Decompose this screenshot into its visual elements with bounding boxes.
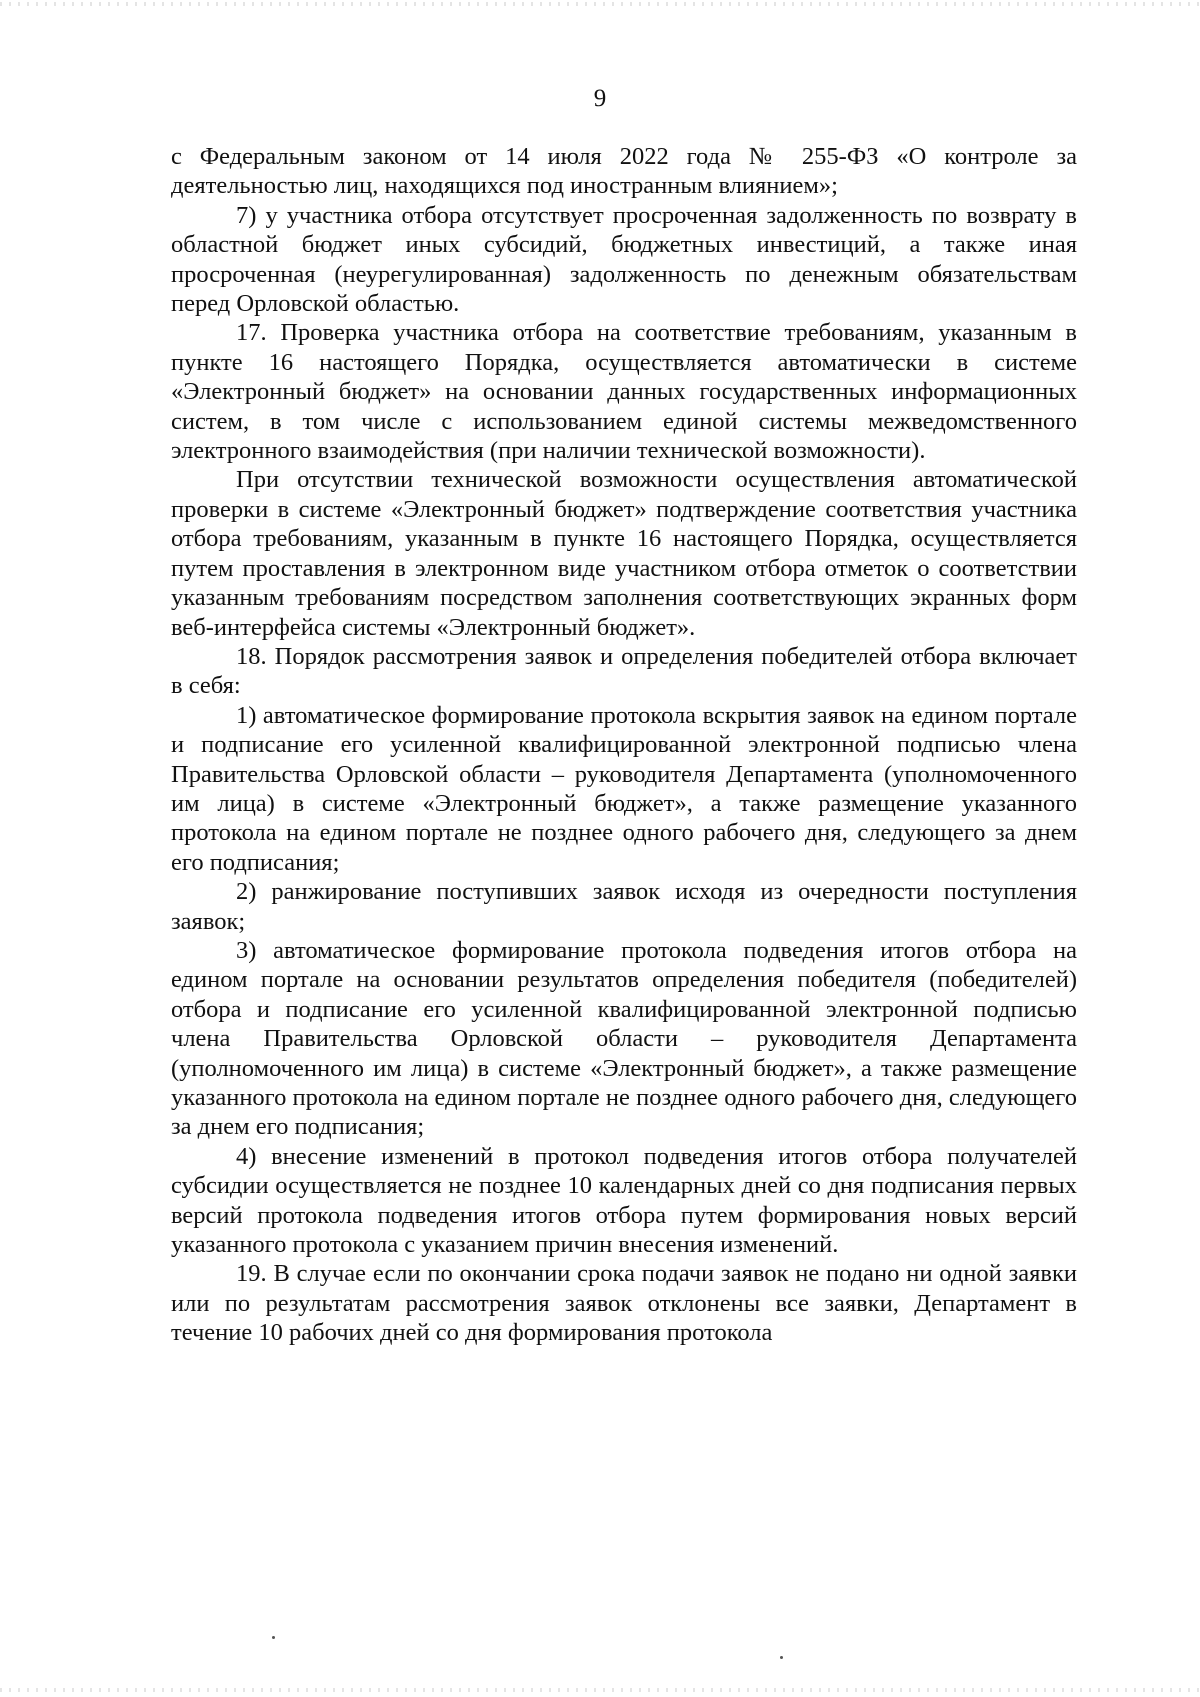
paragraph-item-2: 2) ранжирование поступивших заявок исходя из очередности поступления заявок; — [171, 878, 1077, 935]
document-body — [171, 142, 1077, 1348]
paragraph-item-4: 4) внесение изменений в протокол подведения итогов отбора получателей субсидии осуществляется не позднее 10 календарных дней со дня подписания первых версий протокола подведения итогов отбора путем формирования новых версий указанного протокола с указанием причин внесения изменений. — [171, 1142, 1077, 1259]
paragraph-item-3: 3) автоматическое формирование протокола подведения итогов отбора на едином портале на основании результатов определения победителя (победителей) отбора и подписание его усиленной квалифицированной электронной подписью члена Правительства Орловской области – руководителя Департамента (уполномоченного им лица) в системе «Электронный бюджет», а также размещение указанного протокола на едином портале не позднее одного рабочего дня, следующего за днем его подписания; — [171, 936, 1077, 1141]
paragraph-item-1: 1) автоматическое формирование протокола вскрытия заявок на едином портале и подписание его усиленной квалифицированной электронной подписью члена Правительства Орловской области – руководителя Департамента (уполномоченного им лица) в системе «Электронный бюджет», а также размещение указанного протокола на едином портале не позднее одного рабочего дня, следующего за днем его подписания; — [171, 701, 1077, 876]
paragraph-clause-17: 17. Проверка участника отбора на соответствие требованиям, указанным в пункте 16 настоящего Порядка, осуществляется автоматически в системе «Электронный бюджет» на основании данных государственных информационных систем, в том числе с использованием единой системы межведомственного электронного взаимодействия (при наличии технической возможности). — [171, 319, 1077, 465]
paragraph-clause-19: 19. В случае если по окончании срока подачи заявок не подано ни одной заявки или по результатам рассмотрения заявок отклонены все заявки, Департамент в течение 10 рабочих дней со дня формирования протокола — [171, 1260, 1077, 1347]
paragraph-clause-18: 18. Порядок рассмотрения заявок и определения победителей отбора включает в себя: — [171, 642, 1077, 700]
paragraph-continuation: с Федеральным законом от 14 июля 2022 года № 255-ФЗ «О контроле за деятельностью лиц, находящихся под иностранным влиянием»; — [171, 143, 1077, 200]
scan-speck — [272, 1636, 275, 1639]
paragraph-no-technical-possibility: При отсутствии технической возможности осуществления автоматической проверки в системе «Электронный бюджет» подтверждение соответствия участника отбора требованиям, указанным в пункте 16 настоящего Порядка, осуществляется путем проставления в электронном виде участником отбора отметок о соответствии указанным требованиям посредством заполнения соответствующих экранных форм веб-интерфейса системы «Электронный бюджет». — [171, 466, 1077, 641]
paragraph-item-7: 7) у участника отбора отсутствует просроченная задолженность по возврату в областной бюджет иных субсидий, бюджетных инвестиций, а также иная просроченная (неурегулированная) задолженность по денежным обязательствам перед Орловской областью. — [171, 201, 1077, 318]
scan-speck — [780, 1656, 783, 1659]
page-number: 9 — [593, 85, 607, 112]
scan-top-edge — [0, 2, 1200, 6]
scan-bottom-edge — [0, 1688, 1200, 1692]
